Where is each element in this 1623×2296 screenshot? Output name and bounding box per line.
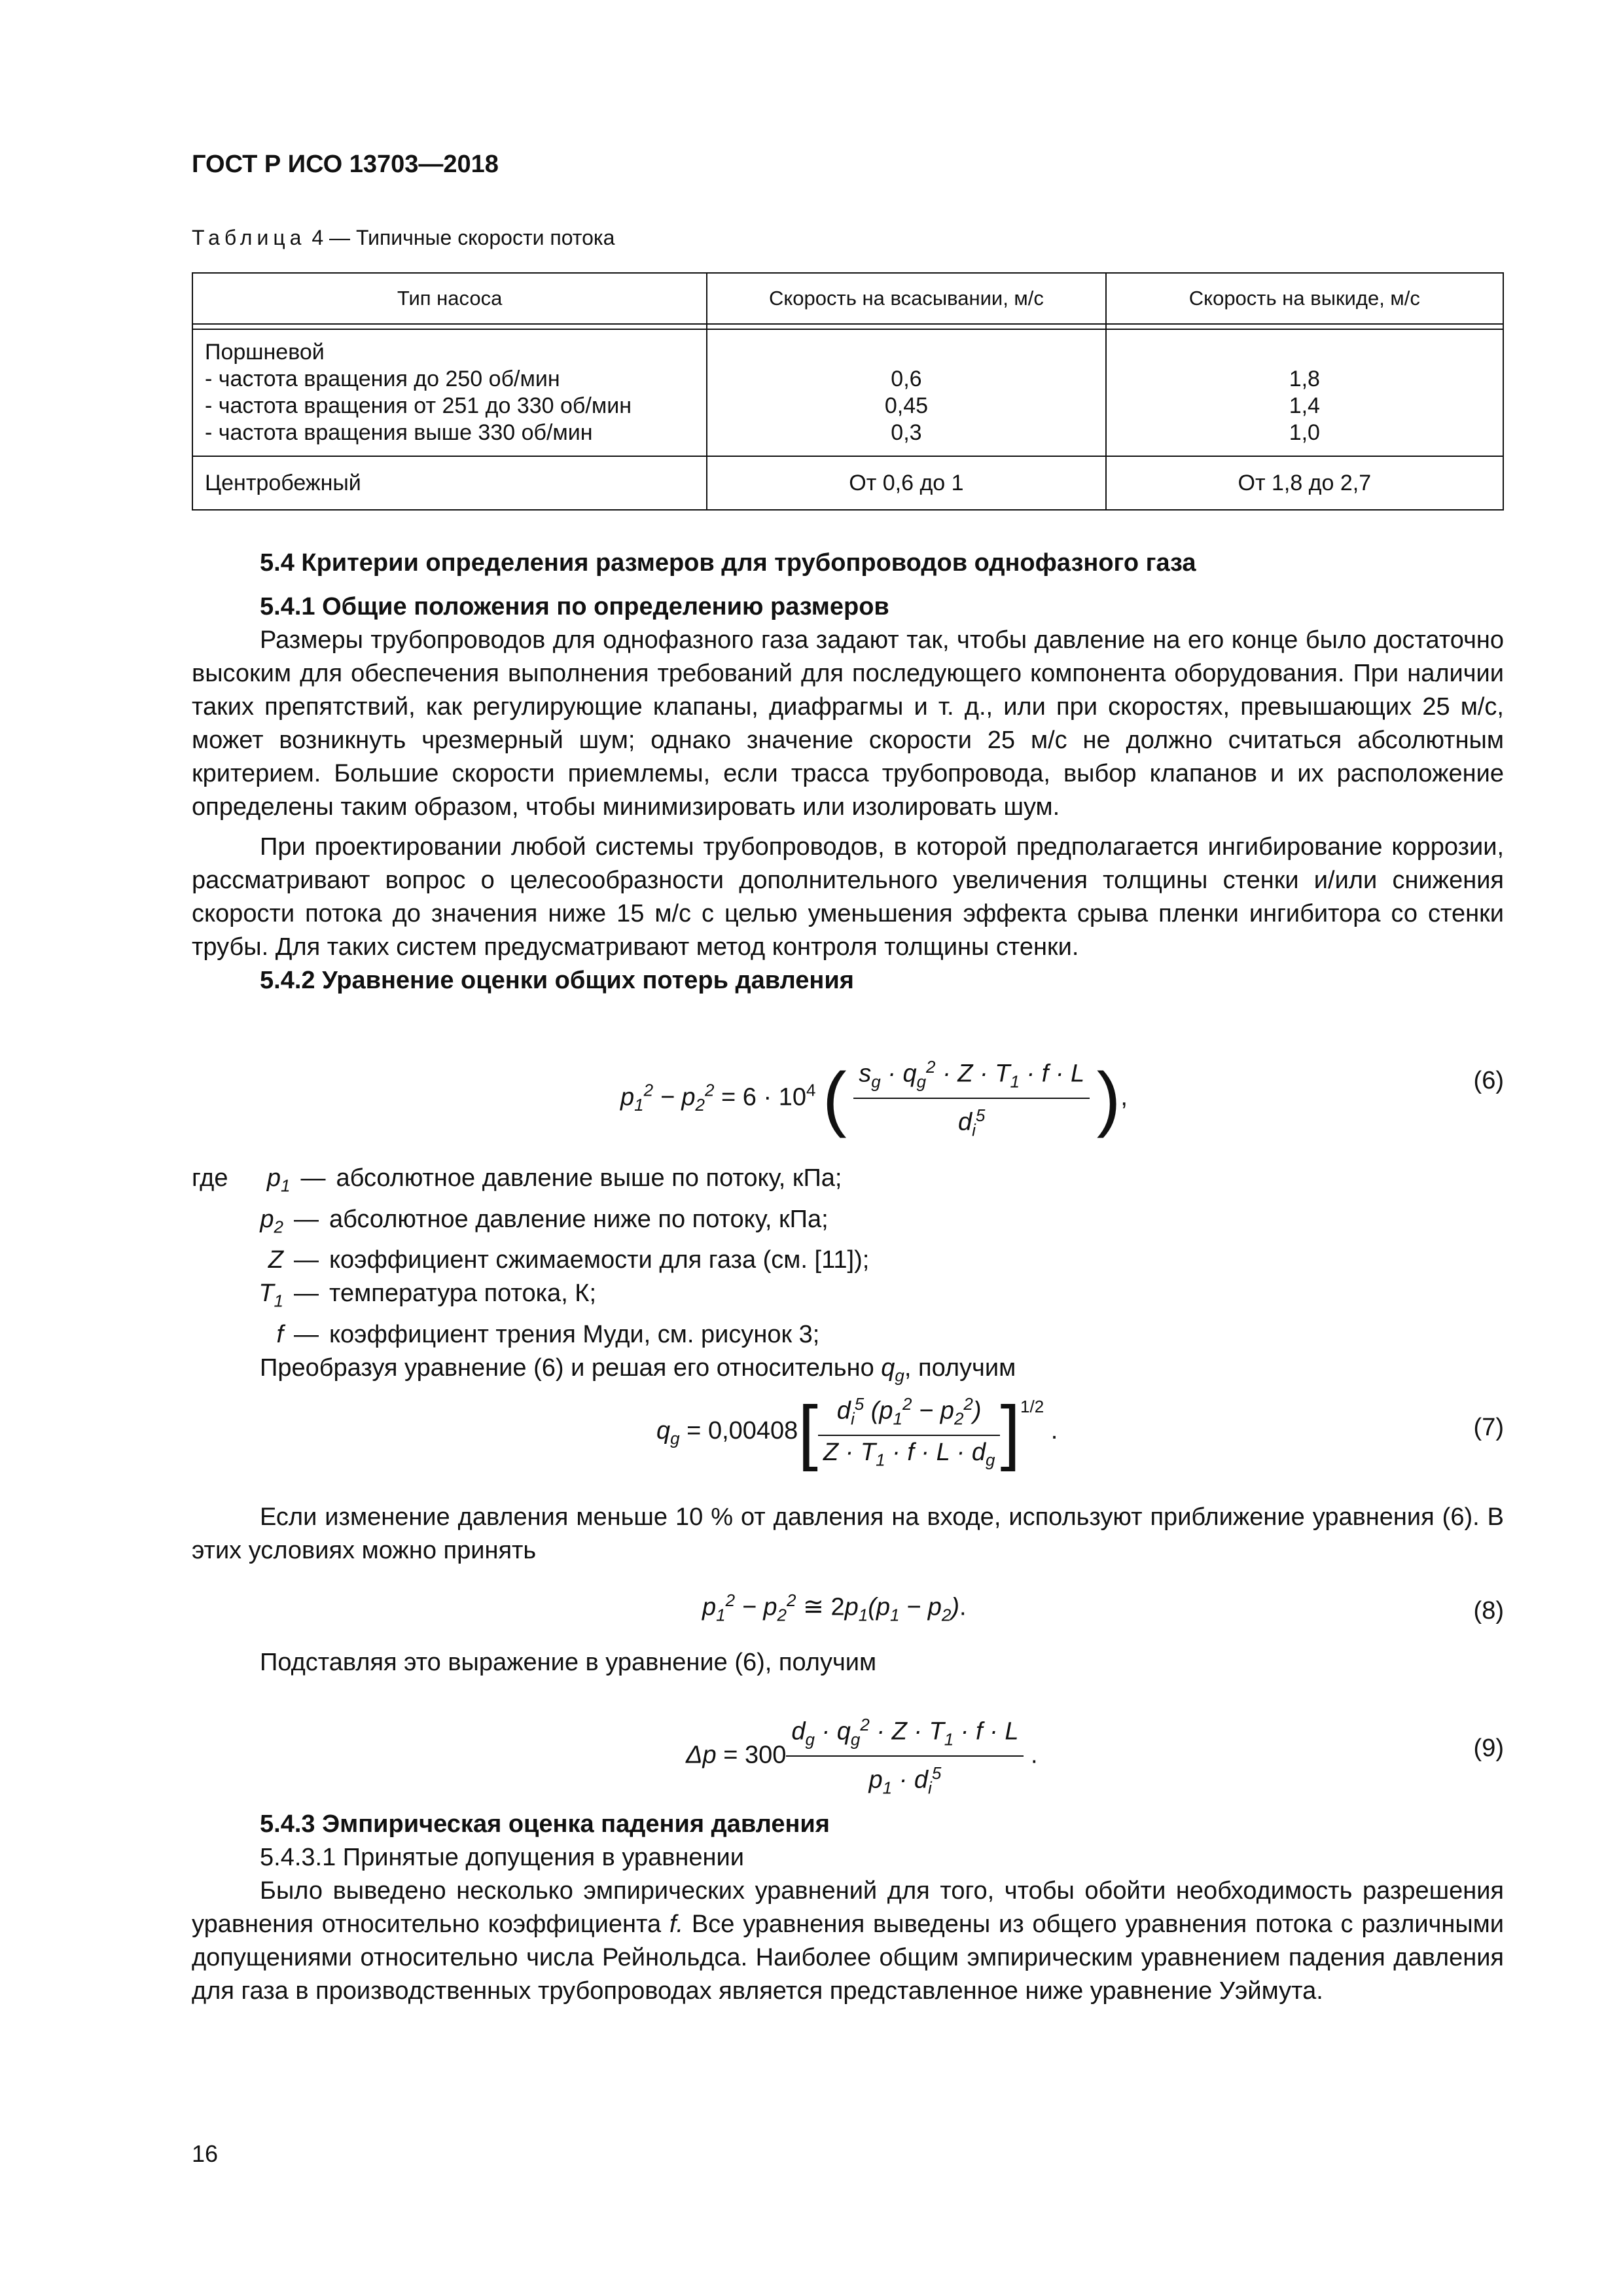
- pump-subtype: - частота вращения выше 330 об/мин: [205, 420, 593, 445]
- velocity-table: [192, 272, 1504, 511]
- approximation-paragraph: [192, 1501, 1504, 1568]
- pump-subtype: - частота вращения от 251 до 330 об/мин: [205, 393, 632, 418]
- clause-heading: 5.4.3.1 Принятые допущения в уравнении: [260, 1844, 744, 1871]
- where-intro: где: [192, 1164, 228, 1192]
- definition-row: Z — коэффициент сжимаемости для газа (см. [11]);: [268, 1246, 870, 1274]
- eq6-exponent: 4: [806, 1080, 816, 1100]
- discharge-value: 1,4: [1289, 393, 1320, 418]
- left-paren-icon: (: [823, 1058, 847, 1139]
- definition-text: температура потока, К;: [329, 1280, 596, 1308]
- discharge-value: 1,0: [1289, 420, 1320, 445]
- discharge-value: От 1,8 до 2,7: [1106, 456, 1503, 510]
- eq8-coefficient: 2: [830, 1593, 845, 1621]
- equation-9-body: Δp = 300 $\frac{d_g \cdot q_g^2 \cdot Z \cdot T_1 \cdot f \cdot L}{p_1 \cdot d_i^5}$ .: [686, 1708, 1038, 1804]
- suction-value: 0,3: [891, 420, 922, 445]
- definition-text: коэффициент сжимаемости для газа (см. [11]);: [329, 1246, 870, 1274]
- equation-number: (7): [1473, 1414, 1504, 1441]
- definition-text: абсолютное давление выше по потоку, кПа;: [336, 1164, 842, 1192]
- pump-type: Поршневой: [205, 340, 325, 365]
- eq6-fraction: $\frac{s_g \cdot q_g^2 \cdot Z \cdot T_1 \cdot f \cdot L}{d_i^5}$: [853, 1050, 1090, 1147]
- equation-8-body: $p_1^2 - p_2^2$ ≅ $2p_1(p_1 - p_2)$.: [702, 1590, 967, 1625]
- equation-7: [192, 1374, 1504, 1486]
- right-bracket-icon: ]: [1000, 1391, 1021, 1472]
- pump-type: Центробежный: [192, 456, 707, 510]
- subsection-heading: 5.4.2 Уравнение оценки общих потерь давления: [260, 967, 854, 994]
- column-header: Скорость на выкиде, м/с: [1106, 273, 1503, 324]
- equation-6-body: $p_1^2 - p_2^2 = 6 \cdot 10^4$ ( $\frac{s_g \cdot q_g^2 \cdot Z \cdot T_1 \cdot f \cdot L}{d_i^5}$ ),: [620, 1050, 1128, 1147]
- definition-text: коэффициент трения Муди, см. рисунок 3;: [329, 1320, 820, 1348]
- column-header: Скорость на всасывании, м/с: [707, 273, 1105, 324]
- eq7-fraction: $\frac{d_i^5 (p_1^2 - p_2^2)}{Z \cdot T_1 \cdot f \cdot L \cdot d_g}$: [818, 1388, 1001, 1477]
- paragraph: Если изменение давления меньше 10 % от давления на входе, используют приближение уравнения (6). В этих условиях можно принять: [192, 1503, 1504, 1564]
- transform-line: Преобразуя уравнение (6) и решая его относительно $q_g$, получим: [260, 1354, 1016, 1386]
- equation-9: [192, 1702, 1504, 1798]
- paragraph: Было выведено несколько эмпирических уравнений для того, чтобы обойти необходимость разрешения уравнения относительно коэффициента f. Все уравнения выведены из общего уравнения потока с различными допущениями относительно числа Рейнольдса. Наиболее общим эмпирическим уравнением падения давления для газа в производственных трубопроводах является представленное ниже уравнение Уэймута.: [192, 1877, 1504, 2005]
- equation-number: (8): [1473, 1597, 1504, 1624]
- left-bracket-icon: [: [798, 1391, 818, 1472]
- eq7-power: 1/2: [1020, 1396, 1044, 1416]
- equation-number: (6): [1473, 1067, 1504, 1094]
- paragraph: Подставляя это выражение в уравнение (6), получим: [260, 1649, 877, 1676]
- section-heading: 5.4 Критерии определения размеров для трубопроводов однофазного газа: [260, 549, 1196, 577]
- subsection-heading: 5.4.3 Эмпирическая оценка падения давления: [260, 1810, 830, 1838]
- definition-row: $T_1$ — температура потока, К;: [259, 1280, 596, 1311]
- eq6-coefficient: 6 · 10: [742, 1083, 806, 1111]
- discharge-value: 1,8: [1289, 367, 1320, 391]
- subsection-heading: 5.4.1 Общие положения по определению размеров: [260, 593, 889, 620]
- table-caption-label: Таблица: [192, 226, 306, 249]
- eq7-coefficient: 0,00408: [707, 1416, 798, 1444]
- table-caption-text: 4 — Типичные скорости потока: [312, 226, 615, 249]
- paragraph: При проектировании любой системы трубопроводов, в которой предполагается ингибирование коррозии, рассматривают вопрос о целесообразности дополнительного увеличения толщины стенки и/или снижения скорости потока до значения ниже 15 м/с с целью уменьшения эффекта срыва пленки ингибитора со стенки трубы. Для таких систем предусматривают метод контроля толщины стенки.: [192, 833, 1504, 961]
- table-row-centrifugal: [192, 456, 1503, 510]
- right-paren-icon: ): [1096, 1058, 1121, 1139]
- substitute-paragraph: [192, 1646, 1504, 1679]
- table-caption: [192, 226, 615, 250]
- definition-text: абсолютное давление ниже по потоку, кПа;: [329, 1205, 829, 1233]
- eq9-fraction: $\frac{d_g \cdot q_g^2 \cdot Z \cdot T_1 \cdot f \cdot L}{p_1 \cdot d_i^5}$: [786, 1708, 1024, 1804]
- page-number: 16: [192, 2140, 219, 2167]
- eq9-coefficient: 300: [744, 1741, 787, 1769]
- equation-8: [192, 1584, 1504, 1636]
- definition-row: $p_2$ — абсолютное давление ниже по потоку, кПа;: [260, 1205, 829, 1237]
- equation-7-body: $q_g = 0,00408$[ $\frac{d_i^5 (p_1^2 - p_2^2)}{Z \cdot T_1 \cdot f \cdot L \cdot d_g}$ ]$^{1/2}$ .: [656, 1388, 1058, 1477]
- symbol-definitions: [192, 1162, 1016, 1392]
- definition-row: где $p_1$ — абсолютное давление выше по потоку, кПа;: [192, 1164, 842, 1196]
- table-header-row: [192, 273, 1503, 324]
- section-5-4: [192, 547, 1504, 997]
- equation-number: (9): [1473, 1734, 1504, 1762]
- suction-value: От 0,6 до 1: [707, 456, 1105, 510]
- document-header: ГОСТ Р ИСО 13703—2018: [192, 151, 499, 178]
- suction-value: 0,45: [884, 393, 929, 418]
- table-header-gap: [192, 324, 1503, 329]
- paragraph: Размеры трубопроводов для однофазного газа задают так, чтобы давление на его конце было достаточно высоким для обеспечения выполнения требований для последующего компонента оборудования. При наличии таких препятствий, как регулирующие клапаны, диафрагмы и т. д., или при скоростях, превышающих 25 м/с, может возникнуть чрезмерный шум; однако значение скорости 25 м/с не должно считаться абсолютным критерием. Большие скорости приемлемы, если трасса трубопровода, выбор клапанов и их расположение определены таким образом, чтобы минимизировать или изолировать шум.: [192, 626, 1504, 821]
- suction-value: 0,6: [891, 367, 922, 391]
- equation-6: [192, 1034, 1504, 1140]
- pump-subtype: - частота вращения до 250 об/мин: [205, 367, 560, 391]
- table-row-piston: [192, 329, 1503, 456]
- section-5-4-3: [192, 1808, 1504, 2008]
- column-header: Тип насоса: [192, 273, 707, 324]
- definition-row: f — коэффициент трения Муди, см. рисунок 3;: [276, 1320, 820, 1348]
